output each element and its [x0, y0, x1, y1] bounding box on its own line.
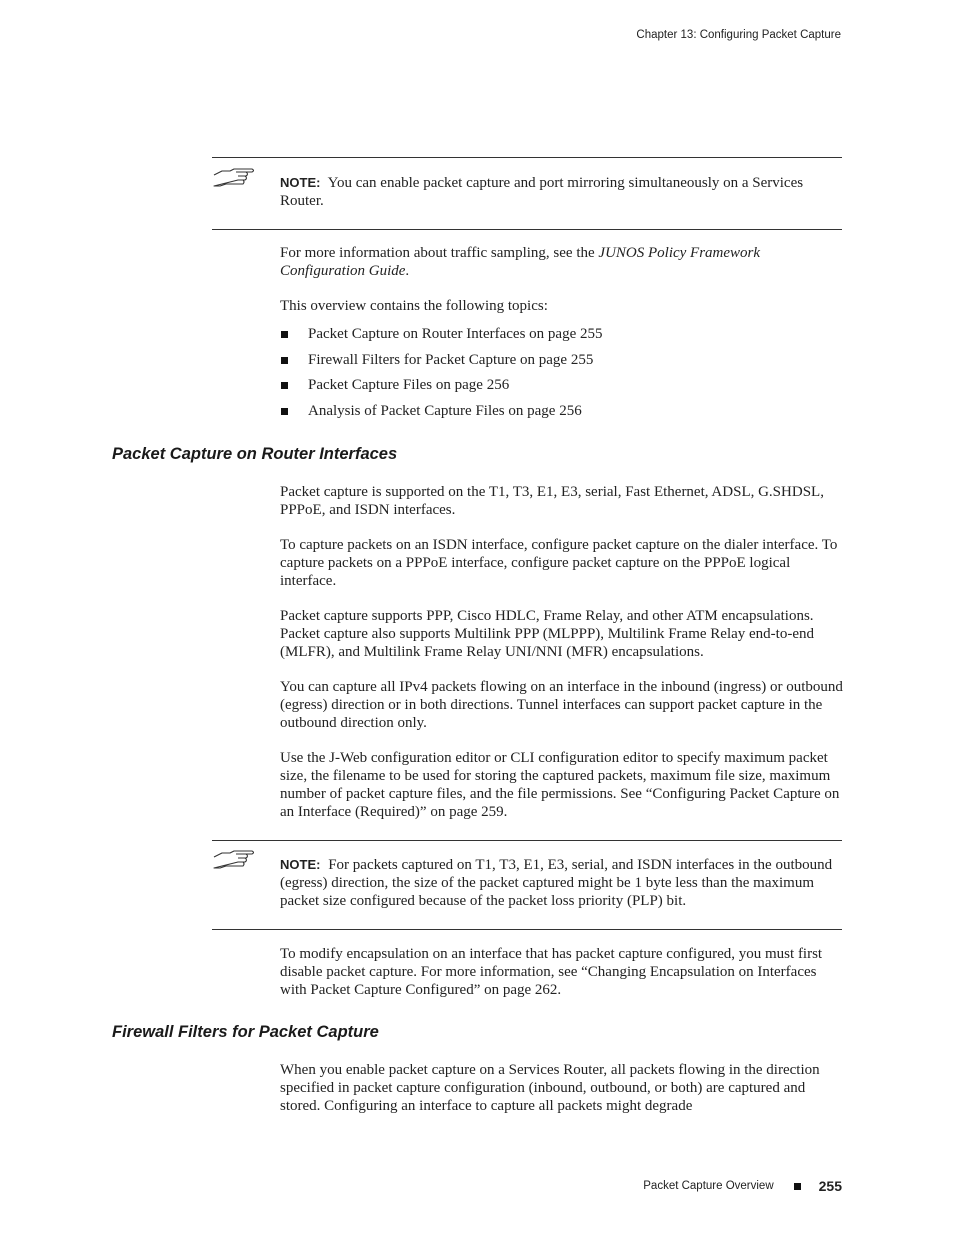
- page-footer: [643, 1178, 842, 1194]
- note-label: NOTE:: [280, 857, 321, 872]
- running-header: Chapter 13: Configuring Packet Capture: [636, 29, 841, 41]
- section-heading: Firewall Filters for Packet Capture: [112, 1023, 379, 1041]
- page-number: 255: [818, 1178, 842, 1194]
- body-paragraph: When you enable packet capture on a Services Router, all packets flowing in the direction specified in packet capture configuration (inbound, outbound, or both) are captured and stored. Configuring an interface to capture all packets might degrade: [280, 1062, 820, 1114]
- body-paragraph: You can capture all IPv4 packets flowing on an interface in the inbound (ingress) or outbound (egress) direction or in both directions. Tunnel interfaces can support packet capture in the outbound direction only.: [280, 679, 843, 731]
- topic-link[interactable]: [280, 325, 840, 351]
- bullet-icon: [281, 408, 288, 415]
- topic-link[interactable]: [280, 376, 840, 402]
- note-paragraph: [280, 856, 845, 910]
- body-paragraph: Packet capture is supported on the T1, T3, E1, E3, serial, Fast Ethernet, ADSL, G.SHDSL, PPPoE, and ISDN interfaces.: [280, 484, 824, 518]
- topic-text: Analysis of Packet Capture Files on page 256: [308, 403, 582, 420]
- footer-section-title: Packet Capture Overview: [643, 1180, 774, 1192]
- topic-text: Packet Capture on Router Interfaces on page 255: [308, 326, 603, 342]
- note-bottom-rule: [212, 929, 842, 930]
- note-top-rule: [212, 157, 842, 158]
- book-title-reference: JUNOS Policy Framework Configuration Guide: [280, 245, 761, 279]
- text-run: For more information about traffic sampling, see the: [280, 245, 599, 261]
- footer-bullet-icon: [794, 1183, 801, 1190]
- body-paragraph: Packet capture supports PPP, Cisco HDLC, Frame Relay, and other ATM encapsulations. Packet capture also supports Multilink PPP (MLPPP), Multilink Frame Relay end-to-end (MLFR), and Multilink Frame Relay UNI/NNI (MFR) encapsulations.: [280, 608, 814, 660]
- topic-link[interactable]: [280, 351, 840, 377]
- section-heading: Packet Capture on Router Interfaces: [112, 445, 398, 463]
- bullet-icon: [281, 357, 288, 364]
- note-paragraph: [280, 174, 845, 210]
- body-paragraph: To modify encapsulation on an interface that has packet capture configured, you must first disable packet capture. For more information, see “Changing Encapsulation on Interfaces with Packet Capture Configured” on page 262.: [280, 946, 823, 998]
- bullet-icon: [281, 382, 288, 389]
- text-run: .: [405, 263, 410, 279]
- note-top-rule: [212, 840, 842, 841]
- note-label: NOTE:: [280, 175, 321, 190]
- pointing-hand-icon: [212, 166, 256, 190]
- topic-text: Packet Capture Files on page 256: [308, 377, 510, 394]
- note-text: You can enable packet capture and port mirroring simultaneously on a Services Router.: [280, 175, 804, 209]
- pointing-hand-icon: [212, 848, 256, 872]
- overview-paragraph: This overview contains the following topics:: [280, 298, 548, 314]
- topic-link[interactable]: [280, 402, 840, 428]
- note-text: For packets captured on T1, T3, E1, E3, serial, and ISDN interfaces in the outbound (egress) direction, the size of the packet captured might be 1 byte less than the maximum packet size configured because of the packet loss priority (PLP) bit.: [280, 857, 833, 909]
- bullet-icon: [281, 331, 288, 338]
- topic-text: Firewall Filters for Packet Capture on page 255: [308, 351, 594, 368]
- note-bottom-rule: [212, 229, 842, 230]
- topic-list: [280, 325, 840, 428]
- sampling-reference-paragraph: [280, 244, 845, 280]
- body-paragraph: To capture packets on an ISDN interface, configure packet capture on the dialer interface. To capture packets on a PPPoE interface, configure packet capture on the PPPoE logical interface.: [280, 537, 838, 589]
- body-paragraph: Use the J-Web configuration editor or CLI configuration editor to specify maximum packet size, the filename to be used for storing the captured packets, maximum file size, maximum number of packet capture files, and the file permissions. See “Configuring Packet Capture on an Interface (Required)” on page 259.: [280, 750, 840, 820]
